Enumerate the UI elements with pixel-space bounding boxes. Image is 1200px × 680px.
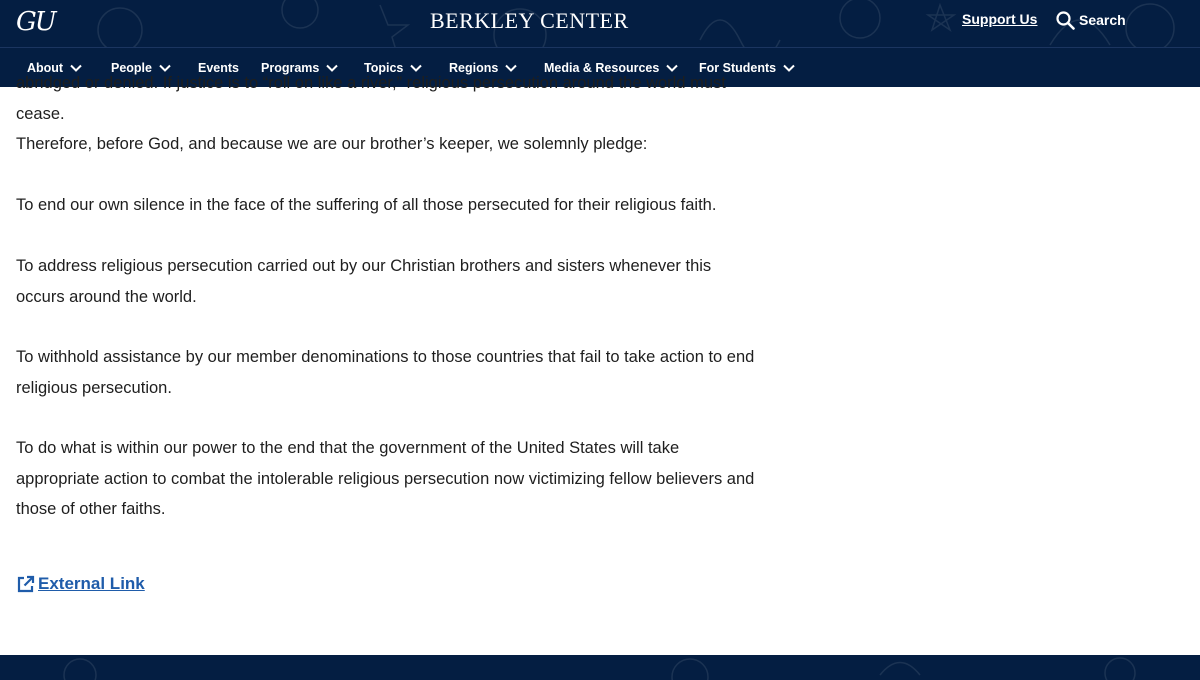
nav-label: Programs	[261, 61, 320, 75]
search-icon	[1056, 11, 1075, 30]
article-paragraph: To withhold assistance by our member denominations to those countries that fail to take action to end religious persecution.	[16, 348, 755, 397]
article-paragraph: To end our own silence in the face of the suffering of all those persecuted for their religious faith.	[16, 196, 717, 214]
search-label: Search	[1079, 12, 1126, 28]
article-paragraph: Therefore, before God, and because we are our brother’s keeper, we solemnly pledge:	[16, 135, 648, 153]
article-paragraph: To address religious persecution carried out by our Christian brothers and sisters whenever this occurs around the world.	[16, 257, 712, 306]
search-button[interactable]	[1056, 10, 1126, 30]
site-title[interactable]: BERKLEY CENTER	[430, 8, 629, 33]
external-link-label: External Link	[38, 574, 145, 593]
support-us-link[interactable]: Support Us	[962, 11, 1038, 27]
external-link-icon	[16, 575, 35, 594]
article-paragraph-partial: abridged or denied. If justice is to “roll on like a river,” religious persecution around the world must cease.	[16, 74, 726, 123]
header-bar	[0, 0, 1200, 47]
nav-label: Regions	[449, 61, 499, 75]
nav-label: For Students	[699, 61, 777, 75]
nav-label: Media & Resources	[544, 61, 660, 75]
external-link[interactable]	[16, 571, 145, 597]
nav-label: Events	[198, 61, 239, 75]
nav-label: People	[111, 61, 152, 75]
chevron-down-icon	[783, 64, 795, 72]
footer-bar	[0, 655, 1200, 680]
nav-label: Topics	[364, 61, 404, 75]
gu-logo[interactable]: GU	[16, 7, 55, 37]
article-paragraph: To do what is within our power to the end that the government of the United States will take appropriate action to combat the intolerable religious persecution now victimizing fellow believers and those of other faiths.	[16, 439, 755, 518]
nav-label: About	[27, 61, 64, 75]
footer-pattern	[0, 655, 1200, 680]
